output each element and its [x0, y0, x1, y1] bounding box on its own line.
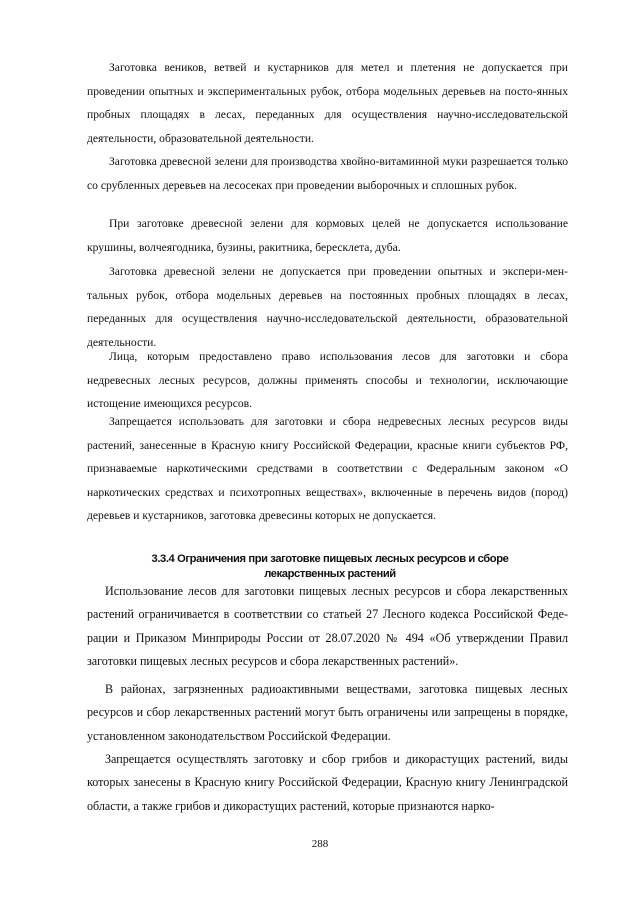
section-heading-line-1: 3.3.4 Ограничения при заготовке пищевых лесных ресурсов и сборе — [151, 553, 509, 565]
section-heading — [120, 552, 540, 582]
paragraph-radioactive: В районах, загрязненных радиоактивными веществами, заготовка пищевых лесных ресурсов и сбор лекарственных растений могут быть ограничены или запрещены в порядке, установленном законодательством Российской Федерации. — [87, 682, 568, 743]
section-heading-line-2: лекарственных растений — [264, 568, 396, 580]
paragraph-fodder: При заготовке древесной зелени для кормовых целей не допускается использование крушины, волчеягодника, бузины, ракитника, бересклета, дуба. — [87, 217, 568, 254]
paragraph-brooms: Заготовка веников, ветвей и кустарников для метел и плетения не допускается при проведении опытных и экспериментальных рубок, отбора модельных деревьев на посто-янных пробных площадях в лесах, переданных для осуществления научно-исследовательской деятельности, образовательной деятельности. — [87, 61, 568, 145]
paragraph-prohibited-species: Запрещается использовать для заготовки и сбора недревесных лесных ресурсов виды растений, занесенные в Красную книгу Российской Федерации, красные книги субъектов РФ, признаваемые наркотическими средствами в соответствии с Федеральным законом «О наркотических средствах и психотропных веществах», включенные в перечень видов (пород) деревьев и кустарников, заготовка древесины которых не допускается. — [87, 415, 568, 523]
page-number: 288 — [311, 838, 329, 850]
paragraph-mushrooms: Запрещается осуществлять заготовку и сбор грибов и дикорастущих растений, виды которых занесены в Красную книгу Российской Федерации, Красную книгу Ленинградской области, а также грибов и дикорастущих растений, которые признаются нарко- — [87, 752, 568, 813]
paragraph-vitamin-flour: Заготовка древесной зелени для производства хвойно-витаминной муки разрешается только со срубленных деревьев на лесосеках при проведении выборочных и сплошных рубок. — [87, 155, 568, 192]
paragraph-non-timber-methods: Лица, которым предоставлено право использования лесов для заготовки и сбора недревесных лесных ресурсов, должны применять способы и технологии, исключающие истощение имеющихся ресурсов. — [87, 350, 568, 411]
paragraph-forest-code: Использование лесов для заготовки пищевых лесных ресурсов и сбора лекарственных растений ограничивается в соответствии со статьей 27 Лесного кодекса Российской Феде-рации и Приказом Минприроды России от 28.07.2020 № 494 «Об утверждении Правил заготовки пищевых лесных ресурсов и сбора лекарственных растений». — [87, 584, 568, 669]
paragraph-experimental-felling: Заготовка древесной зелени не допускается при проведении опытных и экспери-мен-тальных рубок, отбора модельных деревьев на постоянных пробных площадях в лесах, переданных для осуществления научно-исследовательской деятельности, образовательной деятельности. — [87, 265, 568, 349]
